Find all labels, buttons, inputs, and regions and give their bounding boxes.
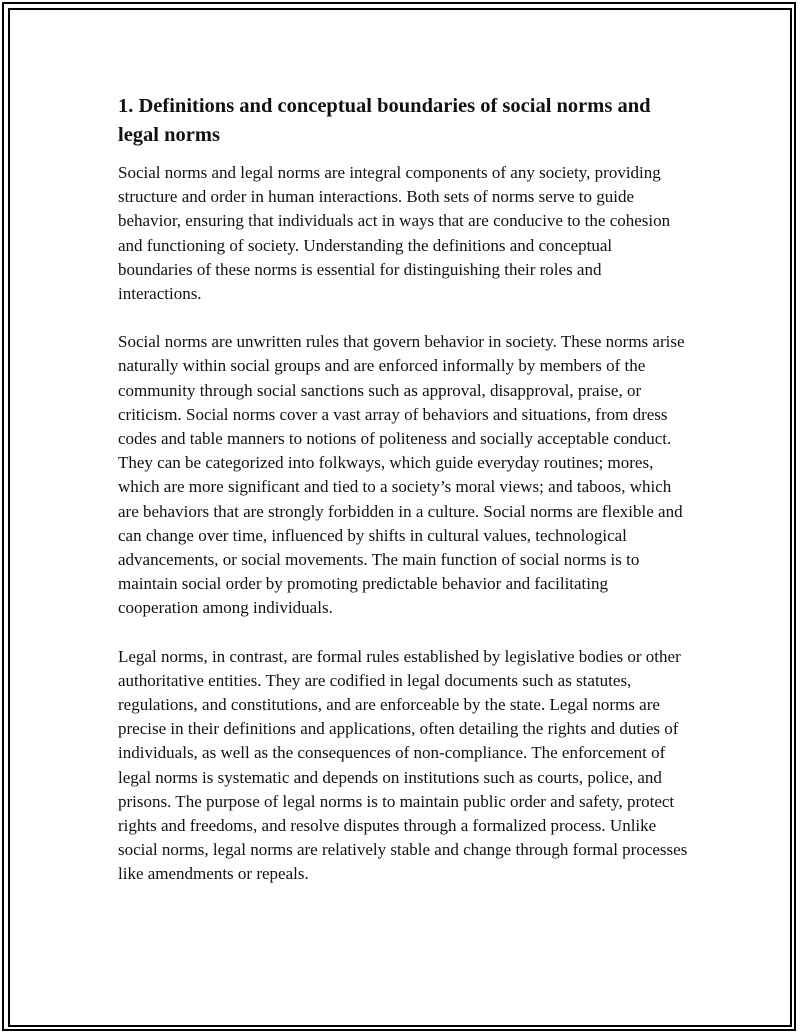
section-heading: 1. Definitions and conceptual boundaries of social norms and legal norms xyxy=(118,95,651,146)
paragraph-legal-norms: Legal norms, in contrast, are formal rules established by legislative bodies or other authoritative entities. They are codified in legal documents such as statutes, regulations, and constitutions, and are enforceable by the state. Legal norms are precise in their definitions and applications, often detailing the rights and duties of individuals, as well as the consequences of non-compliance. The enforcement of legal norms is systematic and depends on institutions such as courts, police, and prisons. The purpose of legal norms is to maintain public order and safety, protect rights and freedoms, and resolve disputes through a formalized process. Unlike social norms, legal norms are relatively stable and change through formal processes like amendments or repeals. xyxy=(118,646,688,884)
paragraph-social-norms: Social norms are unwritten rules that govern behavior in society. These norms arise naturally within social groups and are enforced informally by members of the community through social sanctions such as approval, disapproval, praise, or criticism. Social norms cover a vast array of behaviors and situations, from dress codes and table manners to notions of politeness and socially acceptable conduct. They can be categorized into folkways, which guide everyday routines; mores, which are more significant and tied to a society’s moral views; and taboos, which are behaviors that are strongly forbidden in a culture. Social norms are flexible and can change over time, influenced by shifts in cultural values, technological advancements, or social movements. The main function of social norms is to maintain social order by promoting predictable behavior and facilitating cooperation among individuals. xyxy=(118,332,685,618)
paragraph-intro: Social norms and legal norms are integral components of any society, providing structure and order in human interactions. Both sets of norms serve to guide behavior, ensuring that individuals act in ways that are conducive to the cohesion and functioning of society. Understanding the definitions and conceptual boundaries of these norms is essential for distinguishing their roles and interactions. xyxy=(118,163,671,304)
document-body xyxy=(118,92,688,911)
